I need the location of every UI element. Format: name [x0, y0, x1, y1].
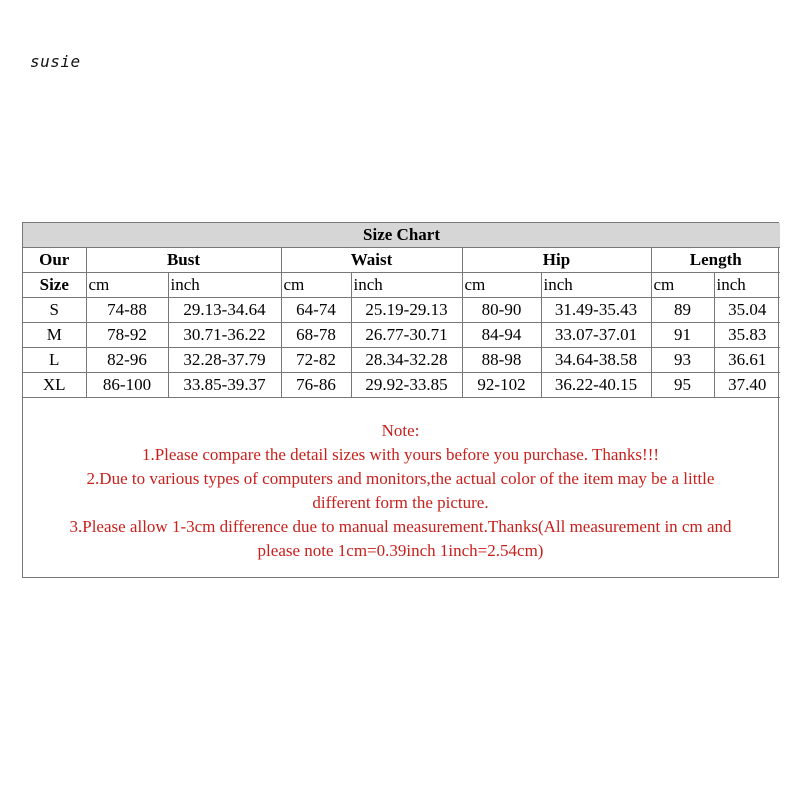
waist-cm-cell: 64-74 [281, 298, 351, 323]
length-cm-cell: 89 [651, 298, 714, 323]
waist-cm-cell: 68-78 [281, 323, 351, 348]
unit-header-hip-cm: cm [462, 273, 541, 298]
length-cm-cell: 95 [651, 373, 714, 398]
waist-cm-cell: 76-86 [281, 373, 351, 398]
size-header-top: Our [23, 248, 86, 273]
bust-inch-cell: 30.71-36.22 [168, 323, 281, 348]
bust-cm-cell: 82-96 [86, 348, 168, 373]
waist-inch-cell: 28.34-32.28 [351, 348, 462, 373]
note-line-2b: different form the picture. [312, 493, 489, 512]
length-inch-cell: 36.61 [714, 348, 780, 373]
hip-cm-cell: 84-94 [462, 323, 541, 348]
note-line-3b: please note 1cm=0.39inch 1inch=2.54cm) [257, 541, 544, 560]
chart-title: Size Chart [23, 223, 780, 248]
unit-header-length-inch: inch [714, 273, 780, 298]
bust-cm-cell: 78-92 [86, 323, 168, 348]
bust-cm-cell: 74-88 [86, 298, 168, 323]
size-cell: M [23, 323, 86, 348]
unit-header-hip-inch: inch [541, 273, 651, 298]
length-inch-cell: 35.04 [714, 298, 780, 323]
table-row [23, 323, 780, 348]
bust-inch-cell: 29.13-34.64 [168, 298, 281, 323]
note-line-3a: 3.Please allow 1-3cm difference due to manual measurement.Thanks(All measurement in cm and [69, 517, 732, 536]
hip-inch-cell: 33.07-37.01 [541, 323, 651, 348]
note-line-2a: 2.Due to various types of computers and monitors,the actual color of the item may be a little [86, 469, 715, 488]
size-cell: L [23, 348, 86, 373]
unit-header-bust-inch: inch [168, 273, 281, 298]
group-header-bust: Bust [86, 248, 281, 273]
hip-cm-cell: 80-90 [462, 298, 541, 323]
waist-cm-cell: 72-82 [281, 348, 351, 373]
hip-inch-cell: 36.22-40.15 [541, 373, 651, 398]
waist-inch-cell: 25.19-29.13 [351, 298, 462, 323]
group-header-waist: Waist [281, 248, 462, 273]
bust-inch-cell: 33.85-39.37 [168, 373, 281, 398]
bust-cm-cell: 86-100 [86, 373, 168, 398]
unit-header-length-cm: cm [651, 273, 714, 298]
note-heading: Note: [381, 421, 420, 440]
size-chart-table [23, 223, 780, 398]
group-header-length: Length [651, 248, 780, 273]
table-row [23, 348, 780, 373]
size-chart-panel [22, 222, 779, 578]
hip-inch-cell: 31.49-35.43 [541, 298, 651, 323]
note-line-1: 1.Please compare the detail sizes with yours before you purchase. Thanks!!! [141, 445, 660, 464]
hip-inch-cell: 34.64-38.58 [541, 348, 651, 373]
waist-inch-cell: 29.92-33.85 [351, 373, 462, 398]
bust-inch-cell: 32.28-37.79 [168, 348, 281, 373]
hip-cm-cell: 92-102 [462, 373, 541, 398]
length-inch-cell: 37.40 [714, 373, 780, 398]
notes-block [23, 398, 778, 563]
table-row [23, 298, 780, 323]
hip-cm-cell: 88-98 [462, 348, 541, 373]
brand-logo: susie [30, 52, 81, 71]
unit-header-bust-cm: cm [86, 273, 168, 298]
unit-header-waist-inch: inch [351, 273, 462, 298]
table-row [23, 373, 780, 398]
length-cm-cell: 91 [651, 323, 714, 348]
unit-header-waist-cm: cm [281, 273, 351, 298]
size-cell: S [23, 298, 86, 323]
length-cm-cell: 93 [651, 348, 714, 373]
size-cell: XL [23, 373, 86, 398]
length-inch-cell: 35.83 [714, 323, 780, 348]
size-header-bottom: Size [23, 273, 86, 298]
group-header-hip: Hip [462, 248, 651, 273]
waist-inch-cell: 26.77-30.71 [351, 323, 462, 348]
